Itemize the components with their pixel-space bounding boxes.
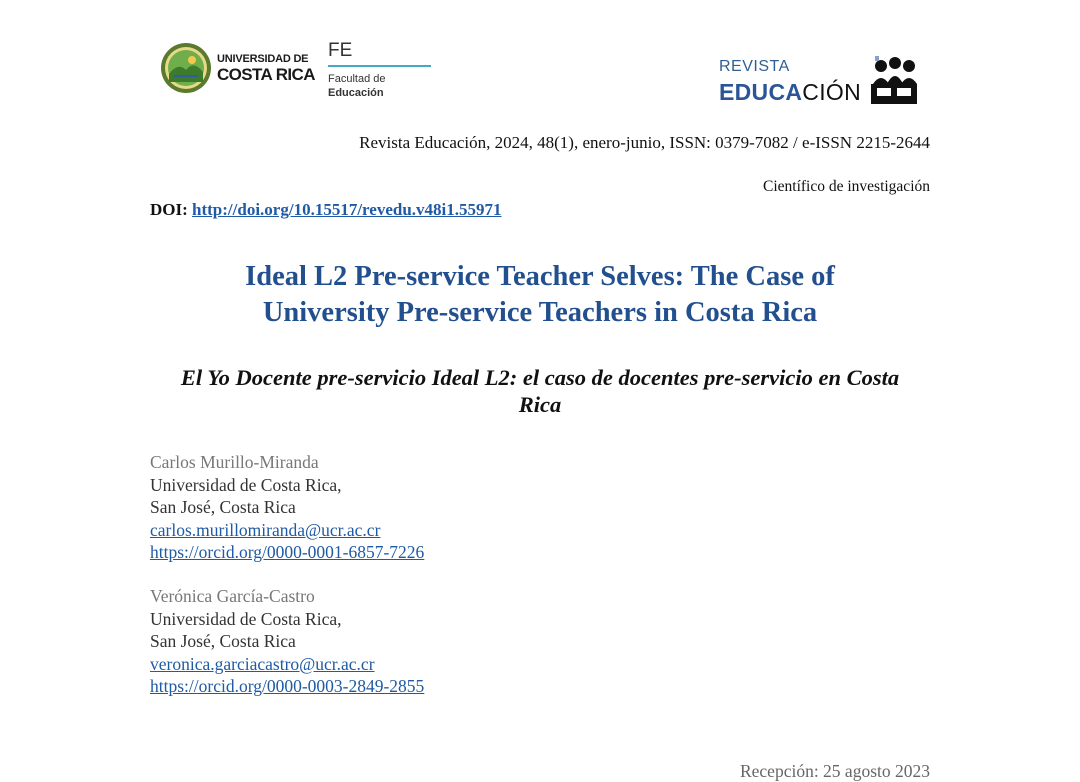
fe-divider (328, 65, 431, 67)
title-english-line1: Ideal L2 Pre-service Teacher Selves: The Case of (245, 261, 835, 292)
title-english-line2: University Pre-service Teachers in Costa Rica (262, 297, 818, 328)
ucr-seal-icon (160, 42, 212, 94)
ucr-logo (160, 42, 315, 94)
fe-logo (328, 40, 431, 100)
author-name: Verónica García-Castro (150, 586, 315, 606)
author-affiliation: Universidad de Costa Rica, (150, 608, 342, 629)
author-location: San José, Costa Rica (150, 497, 296, 517)
article-title-english (150, 259, 930, 331)
journal-citation: Revista Educación, 2024, 48(1), enero-junio, ISSN: 0379-7082 / e-ISSN 2215-2644 (359, 133, 930, 152)
author-name: Carlos Murillo-Miranda (150, 452, 319, 472)
educa-word: EDUCA (719, 79, 803, 105)
reading-people-icon (869, 54, 919, 106)
cion-word: CIÓN (802, 79, 861, 105)
author-orcid-link[interactable]: https://orcid.org/0000-0001-6857-7226 (150, 542, 425, 562)
doi-link[interactable]: http://doi.org/10.15517/revedu.v48i1.55971 (192, 200, 502, 219)
fe-faculty-line1: Facultad de (328, 73, 386, 85)
revista-word: REVISTA (719, 58, 790, 75)
author-affiliation: Universidad de Costa Rica, (150, 474, 342, 495)
fe-faculty-line2: Educación (328, 87, 384, 99)
author-email-link[interactable]: carlos.murillomiranda@ucr.ac.cr (150, 519, 381, 540)
article-title-spanish (150, 364, 930, 418)
article-type: Científico de investigación (762, 178, 930, 195)
author-block (150, 451, 424, 564)
title-spanish-line2: Rica (518, 392, 562, 417)
author-email-link[interactable]: veronica.garciacastro@ucr.ac.cr (150, 653, 375, 674)
ucr-logo-line2: COSTA RICA (217, 64, 315, 84)
ucr-logo-line1: UNIVERSIDAD DE (217, 52, 309, 65)
doi-label: DOI: (150, 200, 188, 219)
author-orcid-link[interactable]: https://orcid.org/0000-0003-2849-2855 (150, 676, 425, 696)
author-location: San José, Costa Rica (150, 631, 296, 651)
fe-abbreviation: FE (328, 40, 353, 61)
author-block (150, 585, 424, 698)
doi-line (150, 200, 502, 220)
title-spanish-line1: El Yo Docente pre-servicio Ideal L2: el caso de docentes pre-servicio en Costa (180, 365, 900, 390)
revista-educacion-logo (719, 54, 919, 106)
reception-date: Recepción: 25 agosto 2023 (739, 761, 930, 781)
